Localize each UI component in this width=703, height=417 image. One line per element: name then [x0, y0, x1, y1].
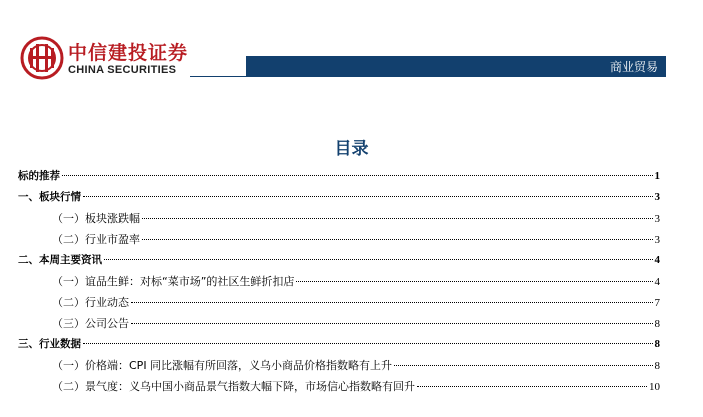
- toc-entry-page: 7: [654, 297, 660, 309]
- toc-leader-dots: [104, 259, 653, 260]
- toc-entry-label: 标的推荐: [18, 170, 60, 182]
- china-securities-logo-icon: [20, 36, 64, 80]
- toc-leader-dots: [83, 196, 653, 197]
- brand-name-cn: 中信建投证券: [68, 42, 189, 64]
- section-bar: [246, 56, 666, 76]
- toc-entry[interactable]: [18, 315, 660, 336]
- toc-entry[interactable]: [18, 231, 660, 252]
- toc-entry[interactable]: [18, 294, 660, 315]
- toc-entry-label: （一）谊品生鲜：对标“菜市场”的社区生鲜折扣店: [52, 275, 295, 288]
- toc-entry[interactable]: [18, 273, 660, 294]
- header-rule: [190, 76, 666, 77]
- toc-entry-page: 3: [654, 191, 660, 203]
- toc-entry-page: 3: [654, 213, 660, 225]
- toc-leader-dots: [296, 281, 652, 282]
- section-label: 商业贸易: [609, 60, 658, 74]
- toc-entry-label: （二）行业市盈率: [52, 233, 140, 246]
- toc-entry-label: （二）景气度：义乌中国小商品景气指数大幅下降，市场信心指数略有回升: [52, 380, 415, 393]
- toc-entry[interactable]: [18, 336, 660, 357]
- toc-leader-dots: [83, 343, 653, 344]
- toc-leader-dots: [131, 302, 653, 303]
- toc-entry-page: 4: [654, 276, 660, 288]
- toc-entry-page: 8: [654, 360, 660, 372]
- toc-entry[interactable]: [18, 252, 660, 273]
- toc-entry-page: 10: [649, 381, 660, 393]
- toc-leader-dots: [62, 175, 653, 176]
- toc-entry-page: 8: [654, 338, 660, 350]
- toc-entry[interactable]: [18, 378, 660, 399]
- toc-entry-label: 二、本周主要资讯: [18, 254, 102, 266]
- table-of-contents: [18, 168, 660, 399]
- toc-entry-page: 1: [654, 170, 660, 182]
- toc-leader-dots: [142, 218, 653, 219]
- toc-entry-label: 三、行业数据: [18, 338, 81, 350]
- toc-entry[interactable]: [18, 168, 660, 189]
- page-header: [0, 0, 703, 90]
- toc-entry[interactable]: [18, 357, 660, 378]
- toc-title: 目录: [334, 139, 369, 159]
- toc-entry-page: 8: [654, 318, 660, 330]
- toc-entry[interactable]: [18, 189, 660, 210]
- toc-entry[interactable]: [18, 210, 660, 231]
- toc-leader-dots: [417, 386, 647, 387]
- toc-entry-label: （一）价格端：CPI 同比涨幅有所回落，义乌小商品价格指数略有上升: [52, 359, 393, 372]
- toc-entry-label: （一）板块涨跌幅: [52, 212, 140, 225]
- toc-leader-dots: [394, 365, 652, 366]
- brand-name-en: CHINA SECURITIES: [68, 64, 177, 76]
- toc-entry-page: 3: [654, 234, 660, 246]
- toc-leader-dots: [142, 239, 653, 240]
- toc-entry-page: 4: [654, 254, 660, 266]
- toc-leader-dots: [131, 323, 653, 324]
- toc-entry-label: （二）行业动态: [52, 296, 129, 309]
- toc-entry-label: （三）公司公告: [52, 317, 129, 330]
- toc-entry-label: 一、板块行情: [18, 191, 81, 203]
